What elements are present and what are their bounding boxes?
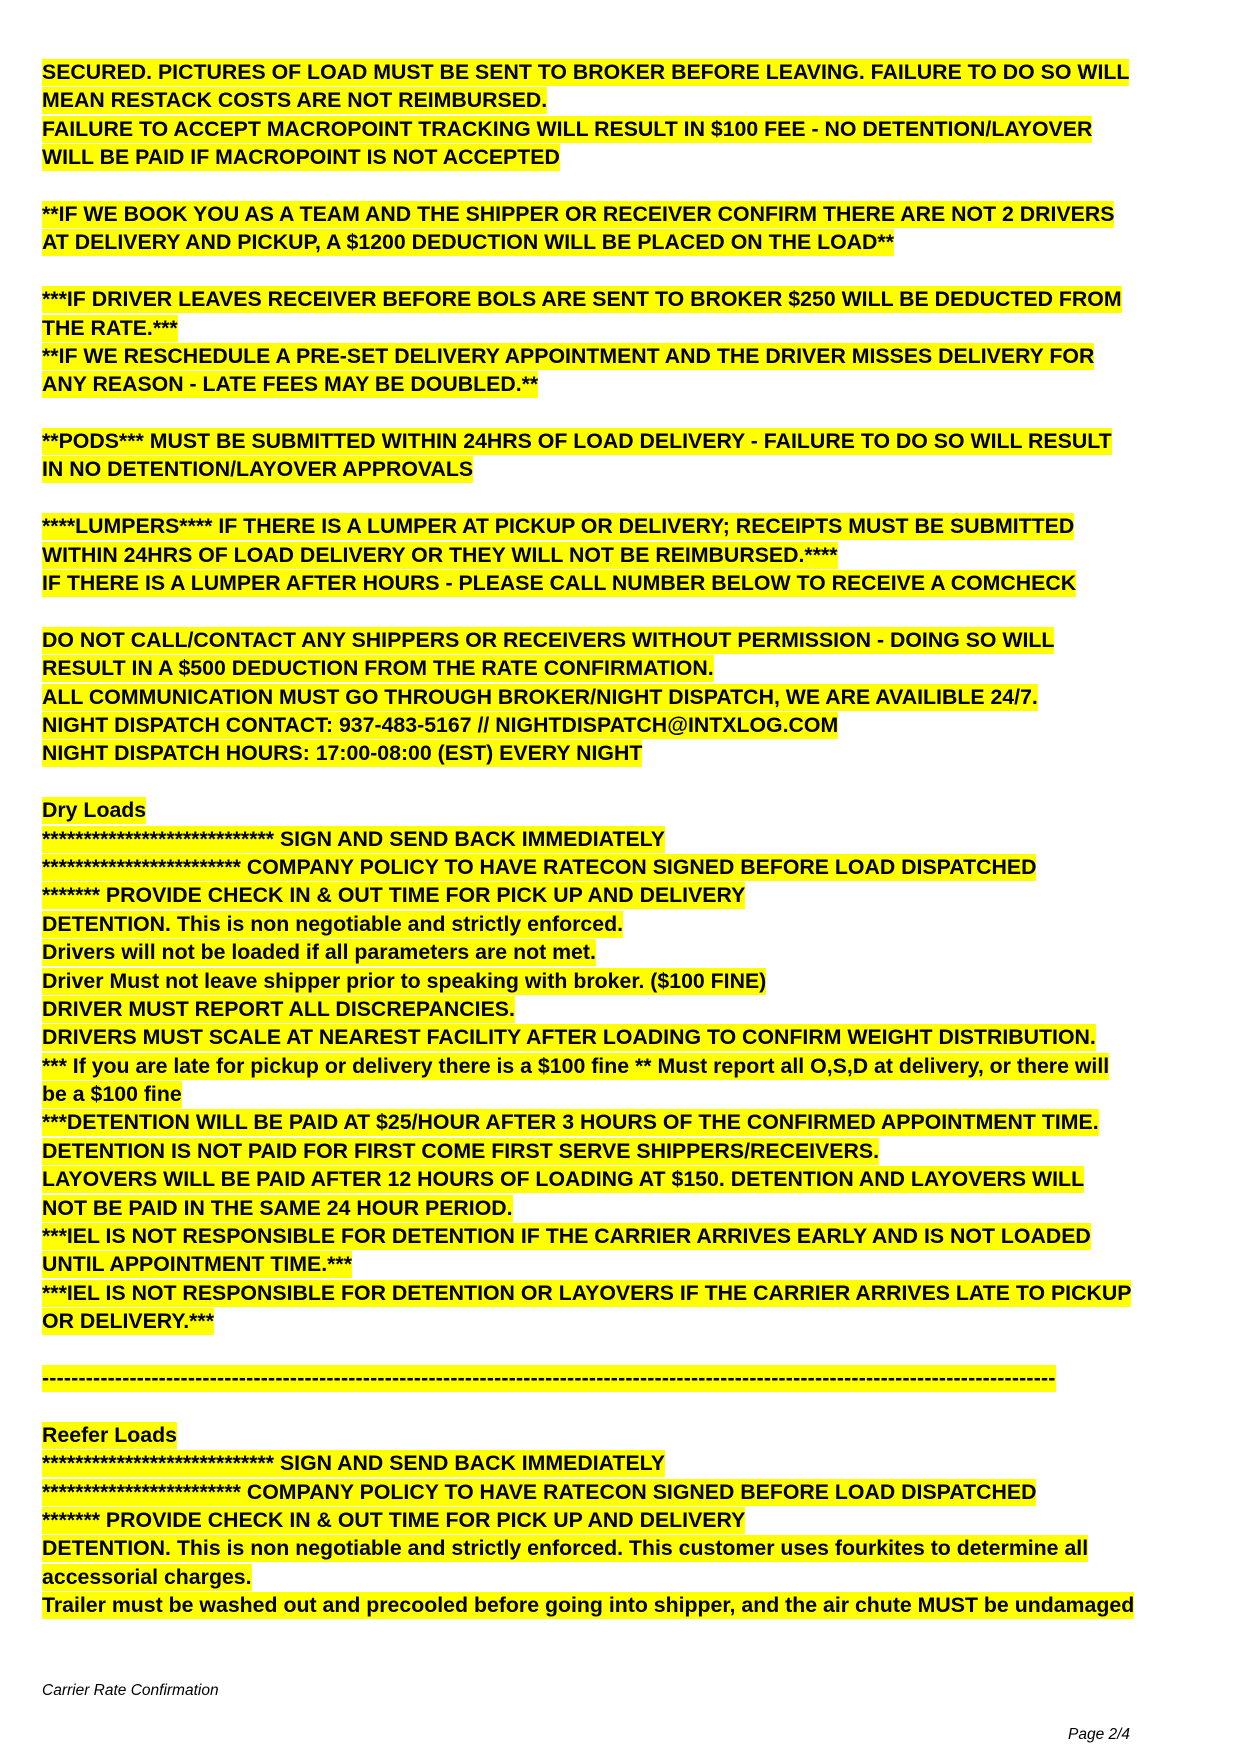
text-line (42, 853, 1222, 881)
highlighted-text: FAILURE TO ACCEPT MACROPOINT TRACKING WILL RESULT IN $100 FEE - NO DETENTION/LAYOVER (42, 116, 1093, 141)
text-line (42, 1449, 1222, 1477)
highlighted-text: LAYOVERS WILL BE PAID AFTER 12 HOURS OF LOADING AT $150. DETENTION AND LAYOVERS WILL (42, 1167, 1085, 1192)
highlighted-text: IF THERE IS A LUMPER AFTER HOURS - PLEASE CALL NUMBER BELOW TO RECEIVE A COMCHECK (42, 571, 1077, 596)
highlighted-text: Driver Must not leave shipper prior to speaking with broker. ($100 FINE) (42, 968, 767, 993)
highlighted-text: DETENTION. This is non negotiable and strictly enforced. (42, 911, 624, 936)
text-line (42, 455, 1222, 483)
highlighted-text: DRIVERS MUST SCALE AT NEAREST FACILITY AFTER LOADING TO CONFIRM WEIGHT DISTRIBUTION. (42, 1025, 1096, 1050)
highlighted-text: UNTIL APPOINTMENT TIME.*** (42, 1252, 353, 1277)
text-line (42, 683, 1222, 711)
highlighted-text: DETENTION. This is non negotiable and strictly enforced. This customer uses fourkites to determine all (42, 1536, 1089, 1561)
text-line (42, 825, 1222, 853)
highlighted-text: WITHIN 24HRS OF LOAD DELIVERY OR THEY WILL NOT BE REIMBURSED.**** (42, 542, 838, 567)
text-line (42, 1506, 1222, 1534)
text-line (42, 626, 1222, 654)
highlighted-text: DETENTION IS NOT PAID FOR FIRST COME FIRST SERVE SHIPPERS/RECEIVERS. (42, 1138, 879, 1163)
text-line (42, 1222, 1222, 1250)
text-line (42, 1591, 1222, 1619)
highlighted-text: ******* PROVIDE CHECK IN & OUT TIME FOR PICK UP AND DELIVERY (42, 883, 746, 908)
text-line (42, 228, 1222, 256)
text-line (42, 1137, 1222, 1165)
text-line (42, 739, 1222, 767)
highlighted-text: *** If you are late for pickup or delivery there is a $100 fine ** Must report all O,S,D at delivery, or there will (42, 1053, 1110, 1078)
blank-line (42, 597, 1222, 625)
highlighted-text: NOT BE PAID IN THE SAME 24 HOUR PERIOD. (42, 1195, 513, 1220)
blank-line (42, 1392, 1222, 1420)
highlighted-text: ************************ COMPANY POLICY TO HAVE RATECON SIGNED BEFORE LOAD DISPATCHED (42, 1479, 1037, 1504)
highlighted-text: Drivers will not be loaded if all parameters are not met. (42, 940, 596, 965)
highlighted-text: THE RATE.*** (42, 315, 178, 340)
highlighted-text: Trailer must be washed out and precooled before going into shipper, and the air chute MUST be undamaged (42, 1593, 1135, 1618)
text-line (42, 1052, 1222, 1080)
highlighted-text: **IF WE RESCHEDULE A PRE-SET DELIVERY APPOINTMENT AND THE DRIVER MISSES DELIVERY FOR (42, 343, 1095, 368)
text-line (42, 342, 1222, 370)
separator-line (42, 1364, 1222, 1392)
highlighted-text: OR DELIVERY.*** (42, 1309, 214, 1334)
blank-line (42, 484, 1222, 512)
text-line (42, 285, 1222, 313)
page-number: Page 2/4 (1068, 1726, 1131, 1743)
footer-title: Carrier Rate Confirmation (42, 1682, 219, 1699)
document-body (42, 58, 1222, 1619)
text-line (42, 1478, 1222, 1506)
text-line (42, 1307, 1222, 1335)
text-line (42, 200, 1222, 228)
text-line (42, 569, 1222, 597)
text-line (42, 1165, 1222, 1193)
highlighted-text: ******* PROVIDE CHECK IN & OUT TIME FOR PICK UP AND DELIVERY (42, 1507, 746, 1532)
text-line (42, 881, 1222, 909)
text-line (42, 711, 1222, 739)
highlighted-text: ***IEL IS NOT RESPONSIBLE FOR DETENTION OR LAYOVERS IF THE CARRIER ARRIVES LATE TO PICKUP (42, 1280, 1132, 1305)
text-line (42, 910, 1222, 938)
text-line (42, 427, 1222, 455)
text-line (42, 1279, 1222, 1307)
blank-line (42, 1336, 1222, 1364)
highlighted-text: Reefer Loads (42, 1422, 177, 1447)
blank-line (42, 399, 1222, 427)
highlighted-text: SECURED. PICTURES OF LOAD MUST BE SENT TO BROKER BEFORE LEAVING. FAILURE TO DO SO WILL (42, 60, 1130, 84)
highlighted-text: be a $100 fine (42, 1082, 182, 1107)
highlighted-text: AT DELIVERY AND PICKUP, A $1200 DEDUCTION WILL BE PLACED ON THE LOAD** (42, 230, 894, 255)
blank-line (42, 172, 1222, 200)
text-line (42, 314, 1222, 342)
text-line (42, 1250, 1222, 1278)
highlighted-text: RESULT IN A $500 DEDUCTION FROM THE RATE CONFIRMATION. (42, 656, 714, 681)
highlighted-text: NIGHT DISPATCH CONTACT: 937-483-5167 // NIGHTDISPATCH@INTXLOG.COM (42, 712, 839, 737)
blank-line (42, 768, 1222, 796)
text-line (42, 967, 1222, 995)
text-line (42, 1108, 1222, 1136)
highlighted-text: Dry Loads (42, 798, 147, 823)
highlighted-text: DRIVER MUST REPORT ALL DISCREPANCIES. (42, 996, 515, 1021)
text-line (42, 938, 1222, 966)
text-line (42, 512, 1222, 540)
text-line (42, 143, 1222, 171)
highlighted-text: WILL BE PAID IF MACROPOINT IS NOT ACCEPTED (42, 145, 560, 170)
highlighted-text: ****LUMPERS**** IF THERE IS A LUMPER AT PICKUP OR DELIVERY; RECEIPTS MUST BE SUBMITTED (42, 514, 1075, 539)
text-line (42, 541, 1222, 569)
text-line (42, 370, 1222, 398)
highlighted-text: **************************** SIGN AND SEND BACK IMMEDIATELY (42, 826, 665, 851)
highlighted-text: ALL COMMUNICATION MUST GO THROUGH BROKER/NIGHT DISPATCH, WE ARE AVAILIBLE 24/7. (42, 684, 1038, 709)
text-line (42, 1023, 1222, 1051)
text-line (42, 1534, 1222, 1562)
text-line (42, 654, 1222, 682)
text-line (42, 1194, 1222, 1222)
highlighted-text: MEAN RESTACK COSTS ARE NOT REIMBURSED. (42, 88, 548, 113)
text-line (42, 1421, 1222, 1449)
text-line (42, 1080, 1222, 1108)
text-line (42, 796, 1222, 824)
text-line (42, 115, 1222, 143)
highlighted-text: accessorial charges. (42, 1564, 252, 1589)
highlighted-text: NIGHT DISPATCH HOURS: 17:00-08:00 (EST) EVERY NIGHT (42, 741, 643, 766)
text-line (42, 86, 1222, 114)
highlighted-text: IN NO DETENTION/LAYOVER APPROVALS (42, 457, 474, 482)
highlighted-text: **IF WE BOOK YOU AS A TEAM AND THE SHIPPER OR RECEIVER CONFIRM THERE ARE NOT 2 DRIVERS (42, 201, 1115, 226)
text-line (42, 1563, 1222, 1591)
highlighted-text: ************************ COMPANY POLICY TO HAVE RATECON SIGNED BEFORE LOAD DISPATCHED (42, 854, 1037, 879)
highlighted-text: **PODS*** MUST BE SUBMITTED WITHIN 24HRS OF LOAD DELIVERY - FAILURE TO DO SO WILL RESULT (42, 429, 1112, 454)
highlighted-text: ***IEL IS NOT RESPONSIBLE FOR DETENTION IF THE CARRIER ARRIVES EARLY AND IS NOT LOADED (42, 1224, 1091, 1249)
highlighted-text: DO NOT CALL/CONTACT ANY SHIPPERS OR RECEIVERS WITHOUT PERMISSION - DOING SO WILL (42, 627, 1055, 652)
highlighted-text: ANY REASON - LATE FEES MAY BE DOUBLED.** (42, 372, 539, 397)
highlighted-text: ***IF DRIVER LEAVES RECEIVER BEFORE BOLS ARE SENT TO BROKER $250 WILL BE DEDUCTED FROM (42, 287, 1122, 312)
text-line (42, 995, 1222, 1023)
highlighted-text: ------------------------------------------------------------------------------------------------------------------------------------------- (42, 1365, 1056, 1390)
highlighted-text: ***DETENTION WILL BE PAID AT $25/HOUR AFTER 3 HOURS OF THE CONFIRMED APPOINTMENT TIME. (42, 1110, 1099, 1135)
highlighted-text: **************************** SIGN AND SEND BACK IMMEDIATELY (42, 1451, 665, 1476)
blank-line (42, 257, 1222, 285)
text-line (42, 58, 1222, 86)
